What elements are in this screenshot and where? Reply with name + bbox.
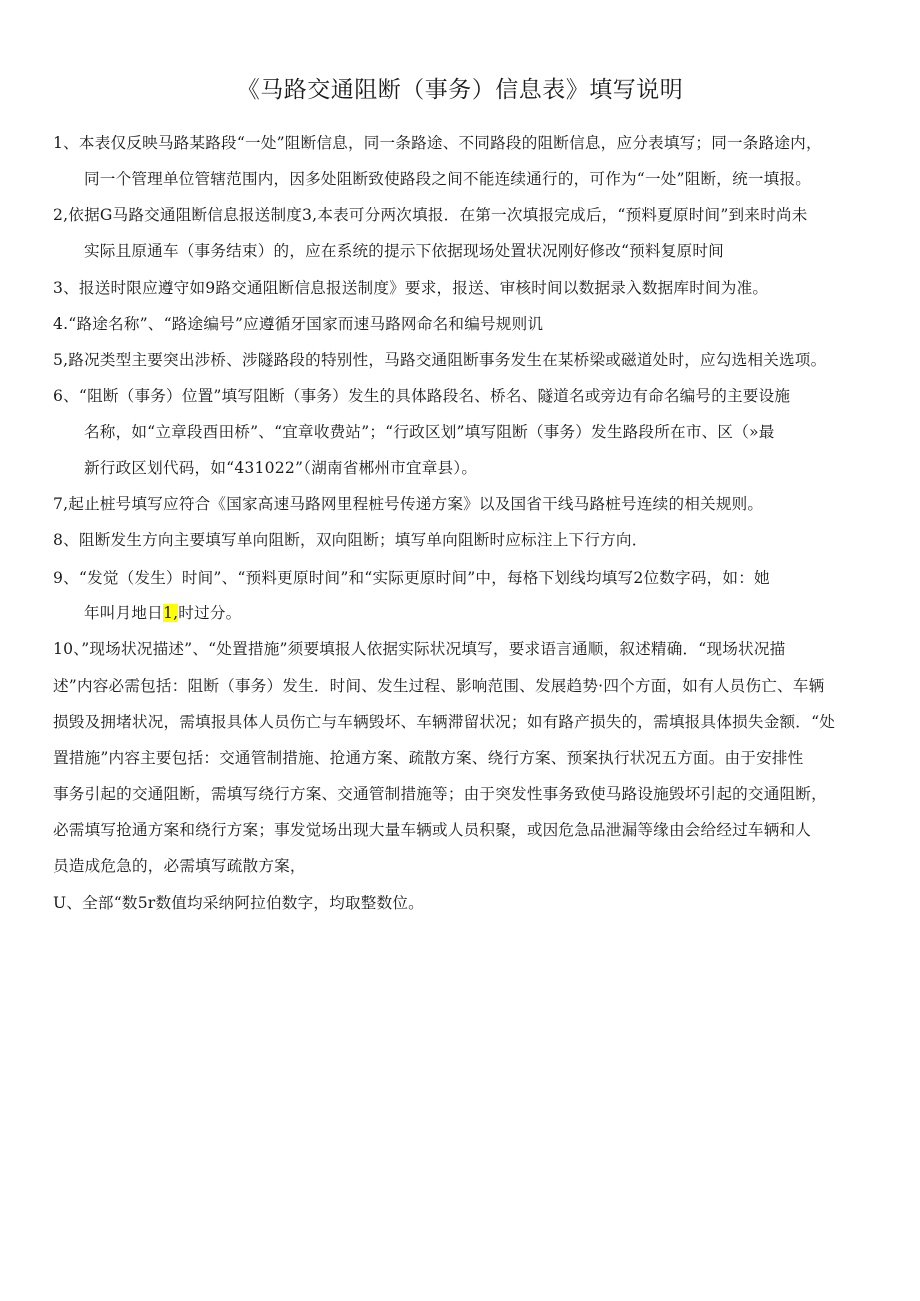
paragraph-1-line-1: 1、本表仅反映马路某路段“一处”阻断信息，同一条路途、不同路段的阻断信息，应分表填写；同一条路途内， bbox=[53, 134, 822, 152]
paragraph-1-line-2: 同一个管理单位管辖范围内，因多处阻断致使路段之间不能连续通行的，可作为“一处”阻断，统一填报。 bbox=[84, 170, 812, 188]
paragraph-10-line-7: 员造成危急的，必需填写疏散方案， bbox=[53, 857, 306, 875]
paragraph-5-line-1: 5,路况类型主要突出涉桥、涉隧路段的特别性，马路交通阻断事务发生在某桥梁或磁道处时，应勾选相关选项。 bbox=[53, 351, 827, 369]
paragraph-8-line-1: 8、阻断发生方向主要填写单向阻断，双向阻断；填写单向阻断时应标注上下行方向． bbox=[53, 531, 648, 549]
paragraph-9-line-2-end: 时过分。 bbox=[178, 604, 242, 622]
paragraph-10-line-3: 损毁及拥堵状况，需填报具体人员伤亡与车辆毁坏、车辆滞留状况；如有路产损失的，需填报具体损失金额．“处 bbox=[53, 713, 836, 731]
paragraph-3-line-1: 3、报送时限应遵守如9路交通阻断信息报送制度》要求，报送、审核时间以数据录入数据库时间为准。 bbox=[53, 279, 769, 297]
paragraph-10-line-4: 置措施”内容主要包括：交通管制措施、抢通方案、疏散方案、绕行方案、预案执行状况五方面。由于安排性 bbox=[53, 749, 804, 767]
paragraph-7-line-1: 7,起止桩号填写应符合《国家高速马路网里程桩号传递方案》以及国省干线马路桩号连续的相关规则。 bbox=[53, 495, 764, 513]
paragraph-6-line-3: 新行政区划代码，如“431022”（湖南省郴州市宜章县）。 bbox=[84, 459, 478, 477]
paragraph-10-line-6: 必需填写抢通方案和绕行方案；事发觉场出现大量车辆或人员积聚，或因危急品泄漏等缘由会给经过车辆和人 bbox=[53, 821, 812, 839]
paragraph-9-line-2 bbox=[84, 601, 241, 625]
paragraph-6-line-2: 名称，如“立章段酉田桥”、“宜章收费站”；“行政区划”填写阻断（事务）发生路段所在市、区（»最 bbox=[84, 423, 775, 441]
paragraph-2-line-2: 实际且原通车（事务结束）的，应在系统的提示下依据现场处置状况刚好修改“预料复原时间 bbox=[84, 242, 724, 260]
highlighted-text: 1, bbox=[162, 604, 179, 622]
paragraph-9-line-1: 9、“发觉（发生）时间”、“预料更原时间”和“实际更原时间”中，每格下划线均填写2位数字码，如：她 bbox=[53, 569, 770, 587]
paragraph-2-line-1: 2,依据G马路交通阻断信息报送制度3,本表可分两次填报．在第一次填报完成后，“预料夏原时间”到来时尚未 bbox=[53, 206, 808, 224]
paragraph-4-line-1: 4.“路途名称”、“路途编号”应遵循牙国家而速马路网命名和编号规则讥 bbox=[53, 315, 544, 333]
paragraph-10-line-5: 事务引起的交通阻断，需填写绕行方案、交通管制措施等；由于突发性事务致使马路设施毁坏引起的交通阻断， bbox=[53, 785, 827, 803]
paragraph-10-line-1: 10、”现场状况描述”、“处置措施”须要填报人依据实际状况填写，要求语言通顺，叙述精确．“现场状况描 bbox=[53, 640, 786, 658]
paragraph-6-line-1: 6、“阻断（事务）位置”填写阻断（事务）发生的具体路段名、桥名、隧道名或旁边有命名编号的主要设施 bbox=[53, 387, 791, 405]
paragraph-9-line-2-start: 年叫月地日 bbox=[84, 604, 163, 622]
page-title: 《马路交通阻断（事务）信息表》填写说明 bbox=[236, 77, 684, 103]
paragraph-10-line-2: 述”内容必需包括：阻断（事务）发生．时间、发生过程、影响范围、发展趋势·四个方面，如有人员伤亡、车辆 bbox=[53, 677, 825, 695]
paragraph-11-line-1: U、全部“数5r数值均采纳阿拉伯数字，均取整数位。 bbox=[53, 894, 424, 912]
